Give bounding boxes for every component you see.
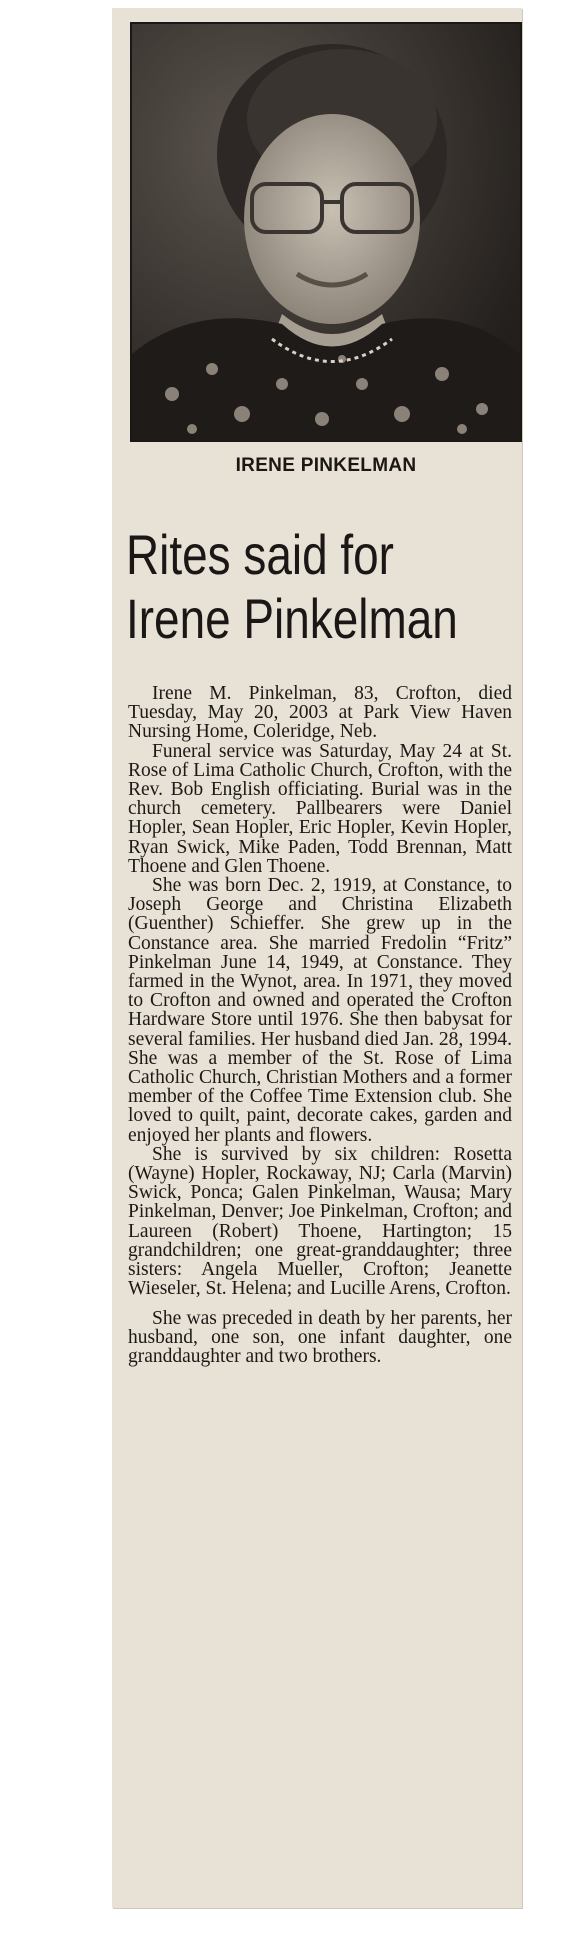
headline [126,523,458,651]
headline-line-1: Rites said for [126,523,394,586]
paragraph-survivors: She is survived by six children: Rosetta (Wayne) Hopler, Rockaway, NJ; Carla (Marvin) Swick, Ponca; Galen Pinkelman, Wausa; Mary Pinkelman, Denver; Joe Pinkelman, Crofton; and Laureen (Robert) Thoene, Hartington; 15 grandchildren; one great-granddaughter; three sisters: Angela Mueller, Crofton; Jeanette Wieseler, St. Helena; and Lucille Arens, Crofton. [128,1143,512,1300]
paragraph-biography: She was born Dec. 2, 1919, at Constance, to Joseph George and Christina Elizabeth (Guenther) Schieffer. She grew up in the Constance area. She married Fredolin “Fritz” Pinkelman June 14, 1949, at Constance. They farmed in the Wynot, area. In 1971, they moved to Crofton and owned and operated the Crofton Hardware Store until 1976. She then babysat for several families. Her husband died Jan. 28, 1994. She was a member of the St. Rose of Lima Catholic Church, Christian Mothers and a former member of the Coffee Time Extension club. She loved to quilt, paint, decorate cakes, garden and enjoyed her plants and flowers. [128,875,512,1146]
paragraph-preceded-in-death: She was preceded in death by her parents, her husband, one son, one infant daughter, one granddaughter and two brothers. [128,1307,512,1367]
paragraph-death-notice: Irene M. Pinkelman, 83, Crofton, died Tuesday, May 20, 2003 at Park View Haven Nursing Home, Coleridge, Neb. [128,683,512,743]
newspaper-clipping [112,8,522,1908]
paragraph-funeral-service: Funeral service was Saturday, May 24 at St. Rose of Lima Catholic Church, Crofton, with the Rev. Bob English officiating. Burial was in the church cemetery. Pallbearers were Daniel Hopler, Sean Hopler, Eric Hopler, Kevin Hopler, Ryan Swick, Mike Paden, Todd Brennan, Matt Thoene and Glen Thoene. [128,740,512,877]
portrait-image [132,24,520,440]
article-body [128,684,512,1366]
headline-line-2: Irene Pinkelman [126,587,458,650]
photo-caption: IRENE PINKELMAN [235,455,417,476]
portrait-photo [130,22,522,442]
